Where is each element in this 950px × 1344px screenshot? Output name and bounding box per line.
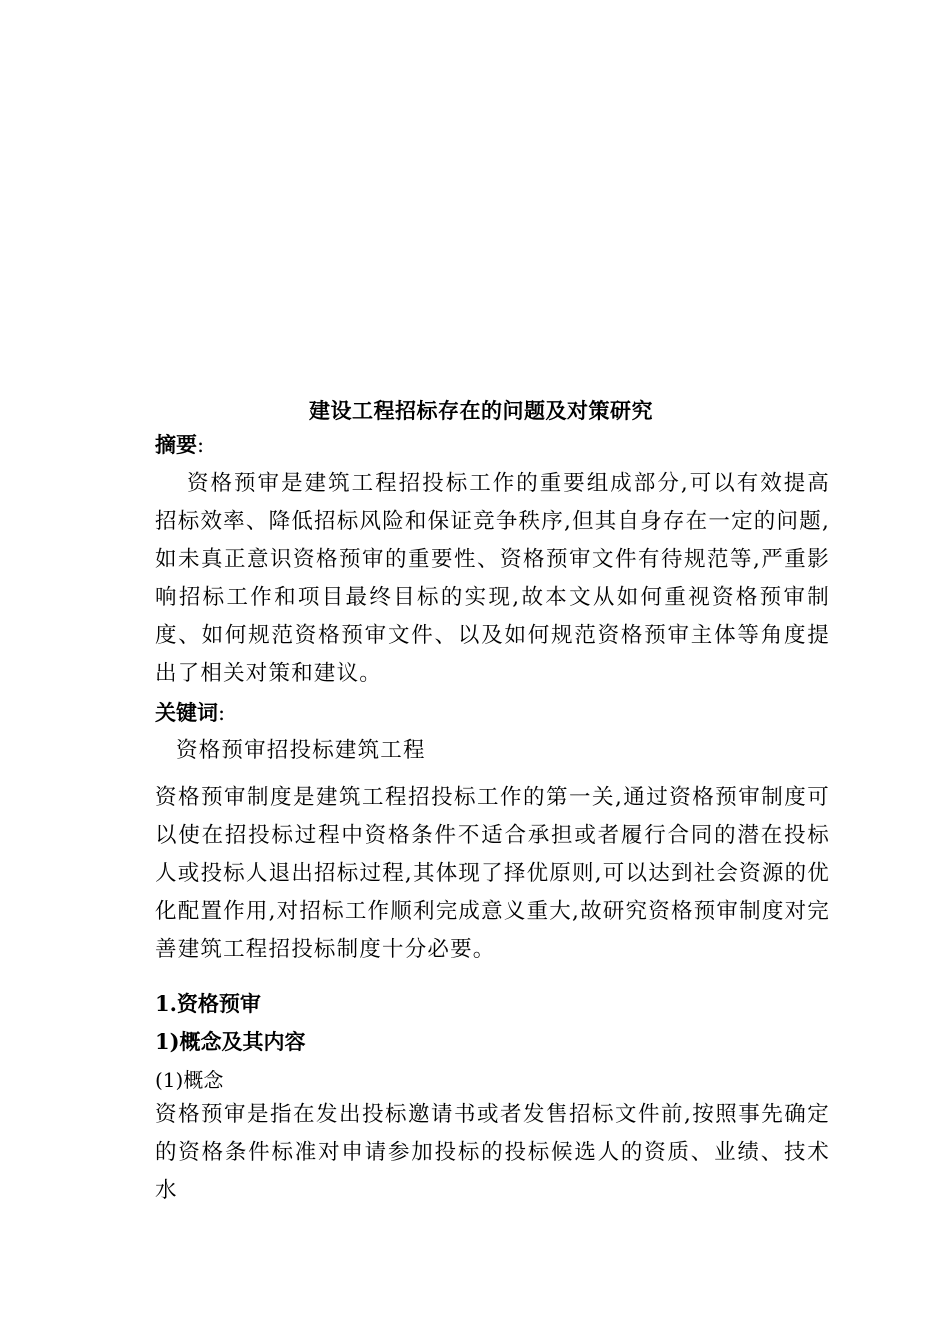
concept-paragraph: 资格预审是指在发出投标邀请书或者发售招标文件前,按照事先确定的资格条件标准对申请参加投标的投标候选人的资质、业绩、技术水 <box>155 1102 830 1203</box>
abstract-paragraph: 资格预审是建筑工程招投标工作的重要组成部分,可以有效提高招标效率、降低招标风险和保证竞争秩序,但其自身存在一定的问题,如未真正意识资格预审的重要性、资格预审文件有待规范等,严重影响招标工作和项目最终目标的实现,故本文从如何重视资格预审制度、如何规范资格预审文件、以及如何规范资格预审主体等角度提出了相关对策和建议。 <box>155 471 830 686</box>
keywords-heading-colon: : <box>218 701 226 725</box>
keywords-heading-label: 关键词 <box>155 700 218 725</box>
intro-paragraph: 资格预审制度是建筑工程招投标工作的第一关,通过资格预审制度可以使在招投标过程中资格条件不适合承担或者履行合同的潜在投标人或投标人退出招标过程,其体现了择优原则,可以达到社会资源的优化配置作用,对招标工作顺利完成意义重大,故研究资格预审制度对完善建筑工程招投标制度十分必要。 <box>155 785 830 962</box>
section-1-1-1-heading: (1)概念 <box>155 1068 224 1092</box>
document-title: 建设工程招标存在的问题及对策研究 <box>309 398 653 423</box>
abstract-heading-label: 摘要 <box>155 432 197 457</box>
keywords-heading <box>155 698 225 728</box>
section-1-1-heading: 1)概念及其内容 <box>155 1029 306 1054</box>
keywords-text: 资格预审招投标建筑工程 <box>176 738 426 763</box>
section-1-heading: 1.资格预审 <box>155 991 261 1016</box>
abstract-heading-colon: : <box>197 433 205 457</box>
abstract-heading <box>155 430 204 460</box>
